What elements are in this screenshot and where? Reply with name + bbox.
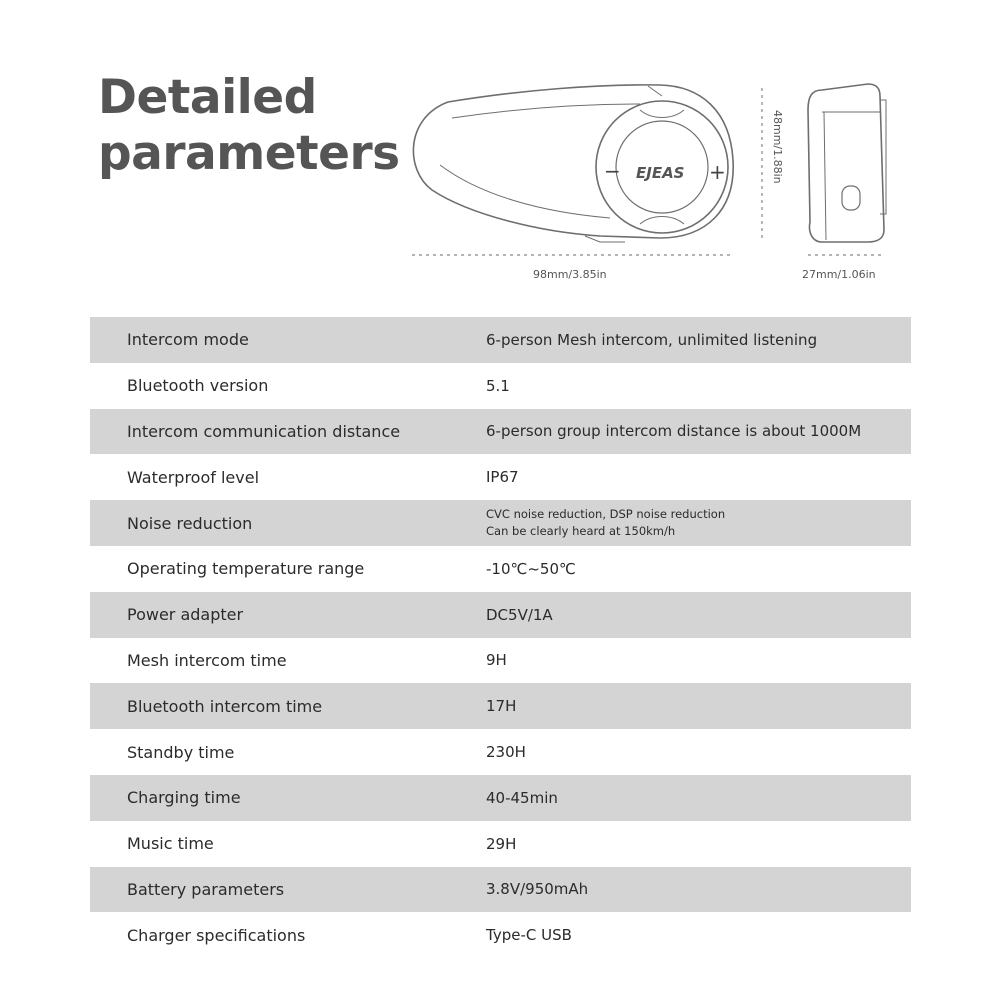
spec-label: Power adapter <box>127 605 244 625</box>
page-title-line1: Detailed <box>98 70 317 125</box>
spec-value: 29H <box>486 834 517 853</box>
product-diagram <box>0 0 1000 300</box>
spec-value: 40-45min <box>486 788 558 807</box>
spec-value: 5.1 <box>486 376 510 395</box>
spec-row-bluetooth-intercom-time <box>90 683 911 729</box>
spec-value: IP67 <box>486 468 519 487</box>
spec-row-charging-time <box>90 775 911 821</box>
spec-row-bluetooth-version <box>90 363 911 409</box>
spec-label: Intercom communication distance <box>127 421 401 441</box>
spec-row-noise-reduction <box>90 500 911 546</box>
spec-row-standby-time <box>90 729 911 775</box>
plus-button-icon: + <box>709 160 726 184</box>
spec-label: Standby time <box>127 742 235 762</box>
device-side-view <box>808 84 886 242</box>
spec-value: 6-person Mesh intercom, unlimited listening <box>486 330 818 349</box>
spec-value-line1: CVC noise reduction, DSP noise reduction <box>486 507 726 522</box>
spec-row-power-adapter <box>90 592 911 638</box>
page-title-line2: parameters <box>98 126 400 181</box>
brand-logo: EJEAS <box>636 164 685 182</box>
spec-value: 17H <box>486 697 517 716</box>
spec-label: Music time <box>127 834 214 854</box>
spec-label: Charger specifications <box>127 925 306 945</box>
spec-label: Bluetooth version <box>127 376 269 396</box>
spec-label: Noise reduction <box>127 513 253 533</box>
depth-dimension-label: 27mm/1.06in <box>802 268 876 281</box>
spec-row-intercom-distance <box>90 409 911 455</box>
spec-value: 230H <box>486 743 526 762</box>
spec-label: Mesh intercom time <box>127 650 287 670</box>
spec-row-charger-specifications <box>90 912 911 958</box>
height-dimension-label: 48mm/1.88in <box>771 110 784 184</box>
spec-value: 3.8V/950mAh <box>486 880 589 899</box>
spec-row-music-time <box>90 821 911 867</box>
specs-table <box>90 317 911 958</box>
minus-button-icon: − <box>604 159 621 183</box>
spec-label: Charging time <box>127 788 241 808</box>
width-dimension-label: 98mm/3.85in <box>533 268 607 281</box>
spec-row-battery-parameters <box>90 867 911 913</box>
spec-label: Bluetooth intercom time <box>127 696 323 716</box>
spec-row-mesh-intercom-time <box>90 638 911 684</box>
spec-label: Battery parameters <box>127 879 285 899</box>
spec-value: Type-C USB <box>486 926 572 945</box>
spec-label: Intercom mode <box>127 330 249 350</box>
spec-value: 6-person group intercom distance is about 1000M <box>486 422 862 441</box>
spec-row-intercom-mode <box>90 317 911 363</box>
spec-label: Operating temperature range <box>127 559 365 579</box>
spec-value-line2: Can be clearly heard at 150km/h <box>486 524 676 539</box>
device-front-view <box>413 85 733 242</box>
spec-value: DC5V/1A <box>486 605 553 624</box>
spec-label: Waterproof level <box>127 467 260 487</box>
spec-row-waterproof-level <box>90 454 911 500</box>
spec-row-operating-temperature <box>90 546 911 592</box>
spec-value <box>486 506 911 540</box>
spec-value: 9H <box>486 651 507 670</box>
spec-value: -10℃~50℃ <box>486 559 576 578</box>
